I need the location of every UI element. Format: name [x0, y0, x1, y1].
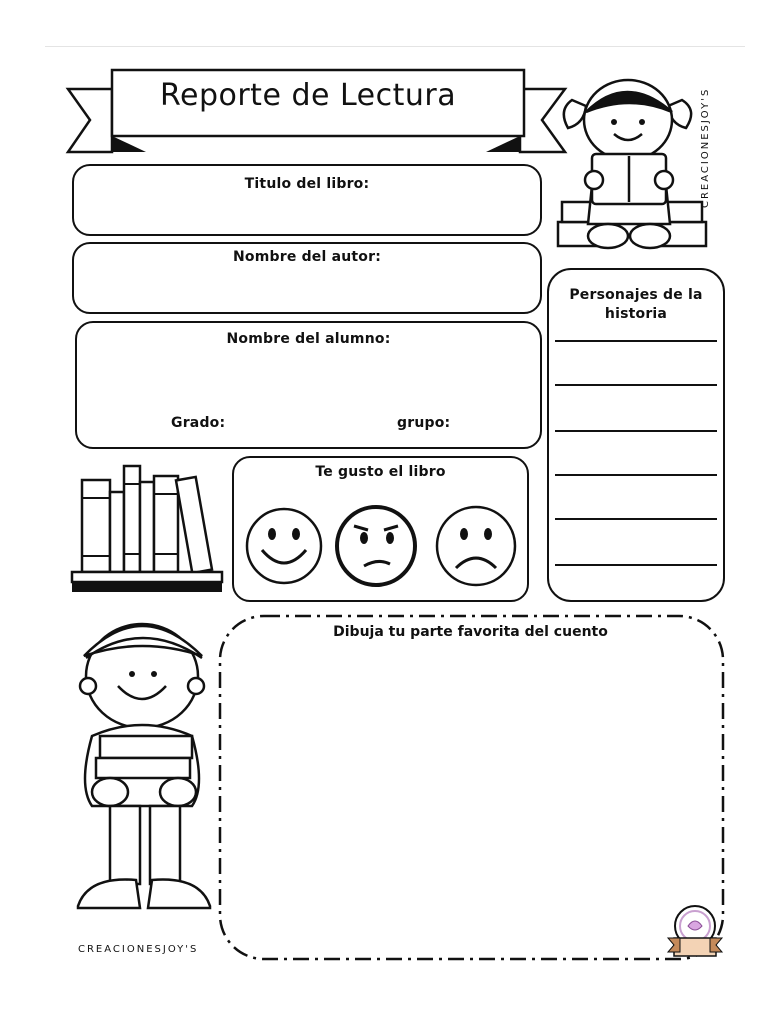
happy-face-icon[interactable] [244, 506, 324, 586]
page-top-rule [45, 46, 745, 47]
characters-line[interactable] [555, 340, 717, 342]
characters-box [547, 268, 725, 602]
feedback-question: Te gusto el libro [315, 464, 446, 480]
feedback-box [232, 456, 529, 602]
characters-line[interactable] [555, 384, 717, 386]
book-title-field[interactable] [72, 164, 542, 236]
characters-title: Personajes de la historia [569, 287, 703, 322]
characters-line[interactable] [555, 564, 717, 566]
drawing-area[interactable] [218, 614, 726, 962]
group-label: grupo: [397, 415, 451, 431]
page-title: Reporte de Lectura [160, 78, 457, 113]
book-title-label: Titulo del libro: [244, 176, 370, 192]
brand-logo [666, 900, 724, 960]
grade-label: Grado: [171, 415, 226, 431]
author-name-field[interactable] [72, 242, 542, 314]
brand-watermark-bottom: CREACIONESJOY'S [78, 944, 199, 955]
girl-reading-illustration [550, 70, 710, 260]
sad-face-icon[interactable] [434, 504, 518, 588]
characters-line[interactable] [555, 430, 717, 432]
bookshelf-illustration [68, 462, 228, 596]
student-name-label: Nombre del alumno: [226, 331, 391, 347]
student-name-field[interactable] [75, 321, 542, 449]
boy-with-books-illustration [70, 606, 220, 942]
characters-line[interactable] [555, 474, 717, 476]
drawing-area-label: Dibuja tu parte favorita del cuento [333, 624, 608, 640]
brand-watermark-vertical: CREACIONESJOY'S [700, 87, 711, 209]
author-name-label: Nombre del autor: [232, 249, 382, 265]
characters-line[interactable] [555, 518, 717, 520]
confused-face-icon[interactable] [334, 504, 418, 588]
